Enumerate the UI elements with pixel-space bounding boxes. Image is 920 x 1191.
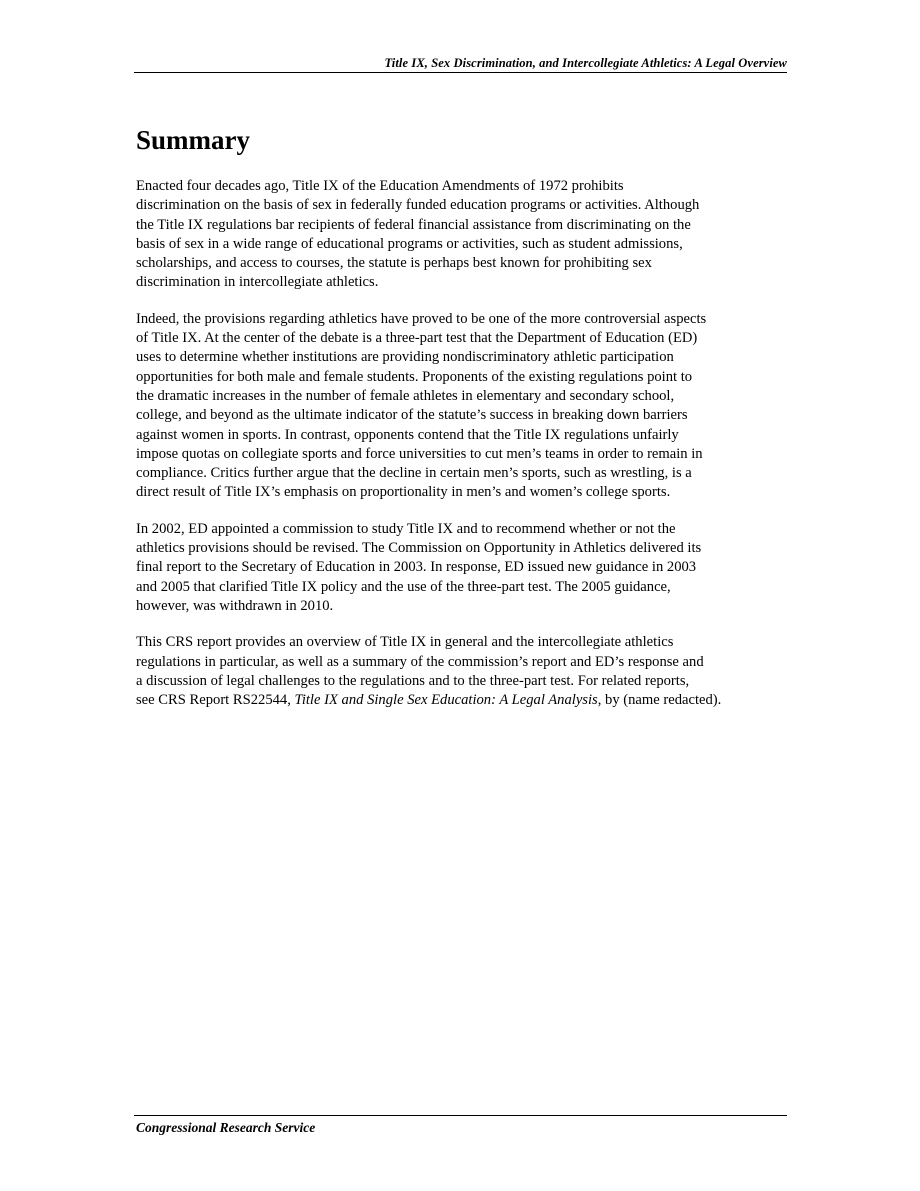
- text-line: against women in sports. In contrast, opponents contend that the Title IX regulations unfairly: [136, 426, 679, 443]
- paragraph-1: [136, 177, 784, 293]
- text-line: uses to determine whether institutions are providing nondiscriminatory athletic participation: [136, 349, 674, 366]
- text-line: direct result of Title IX’s emphasis on proportionality in men’s and women’s college sports.: [136, 484, 671, 501]
- paragraph-3: [136, 520, 784, 616]
- paragraph-4: [136, 633, 784, 710]
- text-line: college, and beyond as the ultimate indicator of the statute’s success in breaking down barriers: [136, 407, 688, 424]
- text-line: of Title IX. At the center of the debate is a three-part test that the Department of Education (ED): [136, 330, 698, 347]
- text-line: opportunities for both male and female students. Proponents of the existing regulations point to: [136, 368, 693, 385]
- text-line: Enacted four decades ago, Title IX of the Education Amendments of 1972 prohibits: [136, 178, 624, 194]
- footer-rule: [134, 1115, 787, 1116]
- text-line: discrimination on the basis of sex in federally funded education programs or activities. Although: [136, 197, 700, 214]
- text-line: final report to the Secretary of Education in 2003. In response, ED issued new guidance in 2003: [136, 559, 697, 576]
- text-line: impose quotas on collegiate sports and force universities to cut men’s teams in order to remain in: [136, 445, 703, 462]
- text-line: the dramatic increases in the number of female athletes in elementary and secondary school,: [136, 387, 675, 404]
- header-rule: [134, 72, 787, 73]
- text-line: athletics provisions should be revised. The Commission on Opportunity in Athletics delivered its: [136, 540, 702, 557]
- footer-source: Congressional Research Service: [136, 1120, 316, 1135]
- text-line: basis of sex in a wide range of educational programs or activities, such as student admissions,: [136, 235, 683, 252]
- text-line: Indeed, the provisions regarding athletics have proved to be one of the more controversial aspects: [136, 310, 707, 327]
- text-line: however, was withdrawn in 2010.: [136, 597, 334, 614]
- citation-prefix: see CRS Report RS22544,: [136, 692, 295, 709]
- text-line: and 2005 that clarified Title IX policy and the use of the three-part test. The 2005 guidance,: [136, 578, 671, 595]
- running-header: Title IX, Sex Discrimination, and Intercollegiate Athletics: A Legal Overview: [384, 56, 787, 70]
- text-line: discrimination in intercollegiate athletics.: [136, 274, 379, 291]
- related-report-title: Title IX and Single Sex Education: A Legal Analysis: [294, 692, 598, 709]
- text-line-with-citation: [136, 691, 784, 710]
- text-line: compliance. Critics further argue that the decline in certain men’s sports, such as wrestling, is a: [136, 465, 692, 482]
- text-line: In 2002, ED appointed a commission to study Title IX and to recommend whether or not the: [136, 520, 676, 537]
- text-line: the Title IX regulations bar recipients of federal financial assistance from discriminating on the: [136, 216, 691, 233]
- paragraph-2: [136, 310, 784, 503]
- page-title: Summary: [136, 125, 250, 155]
- text-line: a discussion of legal challenges to the regulations and to the three-part test. For related reports,: [136, 672, 690, 689]
- summary-body: [136, 177, 784, 727]
- citation-suffix: , by (name redacted).: [597, 692, 722, 709]
- text-line: scholarships, and access to courses, the statute is perhaps best known for prohibiting sex: [136, 255, 652, 272]
- text-line: regulations in particular, as well as a summary of the commission’s report and ED’s response and: [136, 653, 704, 670]
- text-line: This CRS report provides an overview of Title IX in general and the intercollegiate athletics: [136, 634, 674, 651]
